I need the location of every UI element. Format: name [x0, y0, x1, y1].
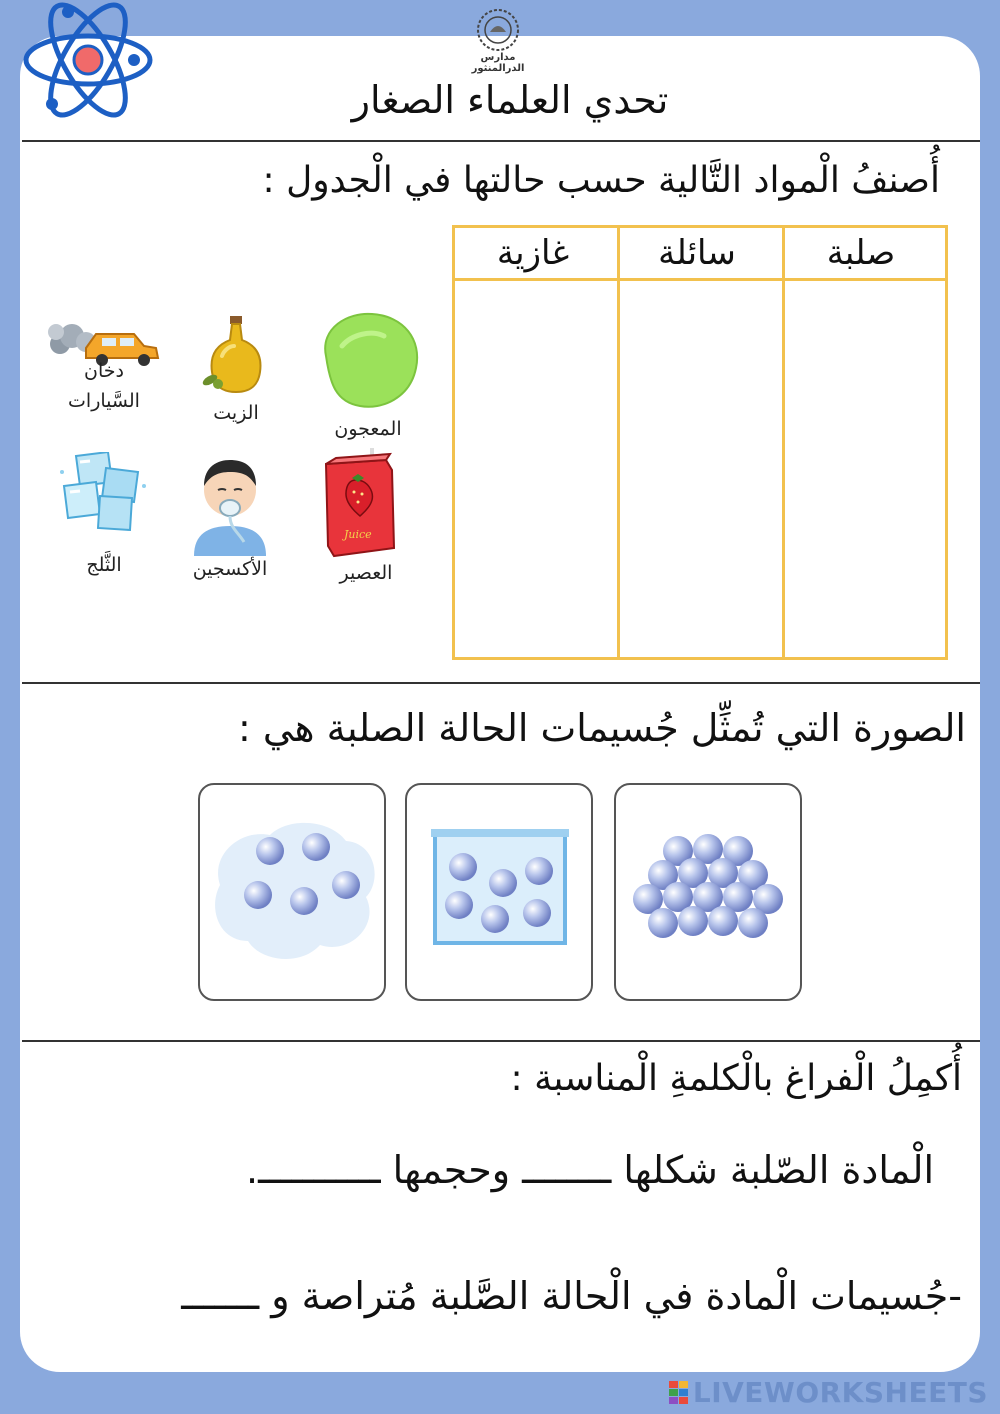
drop-zone-solid[interactable] — [785, 281, 945, 657]
label-dough: المعجون — [334, 418, 402, 440]
option-liquid-particles[interactable] — [405, 783, 593, 1001]
drop-zone-liquid[interactable] — [620, 281, 782, 657]
divider-top — [22, 140, 980, 142]
drop-zone-gas[interactable] — [455, 281, 617, 657]
particles-instruction: الصورة التي تُمثِّل جُسيمات الحالة الصلبة هي : — [238, 706, 966, 750]
packed-particles-icon — [616, 785, 800, 999]
option-solid-particles[interactable] — [614, 783, 802, 1001]
header-solid: صلبة — [826, 233, 896, 273]
item-dough[interactable] — [312, 306, 424, 446]
label-car-smoke-1: دخان — [84, 360, 124, 382]
item-oil[interactable] — [196, 314, 276, 432]
ice-cubes-icon — [56, 452, 152, 532]
divider-middle-2 — [22, 1040, 980, 1042]
school-seal — [456, 6, 540, 72]
option-gas-particles[interactable] — [198, 783, 386, 1001]
footer-brand-text: LIVEWORKSHEETS — [692, 1376, 988, 1409]
page-title: تحدي العلماء الصغار — [351, 78, 669, 122]
footer-brand — [669, 1376, 988, 1409]
classify-instruction: أُصنفُ الْمواد التَّالية حسب حالتها في الْجدول : — [262, 160, 940, 201]
header-liquid: سائلة — [658, 233, 736, 273]
classification-table — [452, 225, 948, 660]
school-seal-icon — [456, 6, 540, 56]
item-juice[interactable] — [318, 448, 414, 588]
label-ice: الثَّلج — [86, 554, 122, 576]
item-ice[interactable] — [56, 452, 152, 582]
school-seal-text: مدارس الدرالمنثور — [471, 52, 525, 74]
fill-blank-instruction: أُكمِلُ الْفراغ بالْكلمةِ الْمناسبة : — [510, 1058, 962, 1099]
green-dough-icon — [312, 306, 424, 414]
divider-middle-1 — [22, 682, 980, 684]
sentence-solid-particles: -جُسيمات الْمادة في الْحالة الصَّلبة مُتراصة و ـــــــ — [181, 1274, 962, 1318]
label-car-smoke-2: السَّيارات — [68, 390, 140, 412]
juice-box-icon — [318, 448, 414, 560]
oxygen-mask-icon — [188, 452, 272, 556]
header-gas: غازية — [496, 233, 570, 273]
item-oxygen[interactable] — [188, 452, 272, 584]
label-oil: الزيت — [213, 402, 259, 424]
atom-logo-icon — [22, 0, 162, 126]
cloud-particles-icon — [200, 785, 384, 999]
container-particles-icon — [407, 785, 591, 999]
label-oxygen: الأكسجين — [192, 558, 268, 580]
oil-bottle-icon — [196, 314, 276, 394]
sentence-solid-shape: الْمادة الصّلبة شكلها ــــــــ وحجمها ـــــــــــ. — [246, 1148, 934, 1192]
svg-text:Juice: Juice — [344, 528, 372, 541]
label-juice: العصير — [339, 562, 393, 584]
item-car-smoke[interactable] — [46, 318, 162, 418]
liveworksheets-logo-icon — [669, 1381, 689, 1405]
